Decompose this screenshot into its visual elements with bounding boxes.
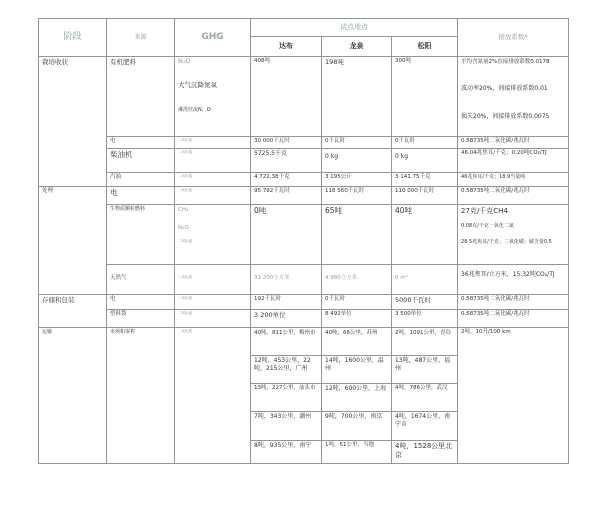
ghg-co2: 二氧化碳 <box>175 295 251 310</box>
factor-n2o: 0.08克/千克一氧化二氮 <box>461 223 514 229</box>
ghg-co2: 二氧化碳 <box>175 137 251 149</box>
value-dabu: 3 200单位 <box>251 310 322 328</box>
route-dabu-5: 8吨，935公里，南宁 <box>251 440 321 450</box>
value-dabu: 192千瓦时 <box>251 295 322 310</box>
value-songyang: 300吨 <box>392 57 458 137</box>
value-songyang: 110 000千瓦时 <box>392 187 458 205</box>
route-longquan-5: 1吨，51公里，当地 <box>322 440 391 449</box>
value-songyang: 40吨 <box>392 205 458 265</box>
factor-co2: 28.5兆焦耳/千克；二氧化碳；碳含量0.5 <box>461 239 552 245</box>
factor-ch4: 27克/千克CH4 <box>461 207 508 215</box>
source-gasoline: 汽油 <box>107 173 175 187</box>
route-songyang-5: 4吨，1528公里北京 <box>392 440 457 460</box>
value-songyang: 3 141.75千克 <box>392 173 458 187</box>
value-dabu: 31 200立方米 <box>251 265 322 295</box>
ghg-co2: 二氧化碳 <box>175 328 251 464</box>
stage-transport: 运输 <box>39 328 107 464</box>
value-dabu: 95 792千瓦时 <box>251 187 322 205</box>
table-row <box>39 137 569 149</box>
header-factor: 排放系数* <box>458 19 569 57</box>
ghg-co2: 二氧化碳 <box>175 265 251 295</box>
stage-processing: 处理 <box>39 187 107 295</box>
route-longquan-2: 14吨，1600公里，温州 <box>322 355 391 382</box>
factor: 46.04兆焦耳/千克；0.20吨CO₂/TJ <box>458 149 569 173</box>
value-longquan: 4 980立方米 <box>322 265 392 295</box>
route-songyang-2: 13吨，487公里，福州 <box>392 355 457 382</box>
source-biomass: 生物质颗粒燃料 <box>107 205 175 265</box>
source-electricity: 电 <box>107 187 175 205</box>
source-fertilizer: 有机肥料 <box>107 57 175 137</box>
value-longquan: 198吨 <box>322 57 392 137</box>
ghg-emission-table <box>38 18 569 464</box>
table-row <box>39 205 569 265</box>
ghg-n2o: N₂O <box>178 225 189 231</box>
ghg-co2: 二氧化碳 <box>175 173 251 187</box>
factor: 46兆焦耳/千克；18.9当量吨 <box>458 173 569 187</box>
value-longquan: 0千瓦时 <box>322 137 392 149</box>
value-dabu: 5725.5千克 <box>251 149 322 173</box>
value-dabu: 408吨 <box>251 57 322 137</box>
header-songyang: 松阳 <box>392 37 458 57</box>
ghg-deposition: 大气沉降氮氧 <box>178 81 217 89</box>
ghg-co2: 二氧化碳 <box>178 239 192 243</box>
header-longquan: 龙泉 <box>322 37 392 57</box>
source-electricity: 电 <box>107 137 175 149</box>
route-dabu-4: 7吨，343公里，潮州 <box>251 411 321 439</box>
header-stage: 阶段 <box>39 19 107 57</box>
factor: 0.58735吨二氧化碳/兆瓦时 <box>458 310 569 328</box>
value-songyang: 0 m³ <box>392 265 458 295</box>
header-row <box>39 19 569 37</box>
table-row <box>39 265 569 295</box>
header-dabu: 达布 <box>251 37 322 57</box>
header-source: 来源 <box>107 19 175 57</box>
source-market: 市场和零售 <box>107 328 175 464</box>
stage-cultivation: 栽培收获 <box>39 57 107 187</box>
route-songyang-4: 4吨，1674公里，南宁市 <box>392 411 457 439</box>
value-longquan: 3 195公斤 <box>322 173 392 187</box>
route-dabu-3: 13吨，227公里，汕头市 <box>251 383 321 410</box>
factor-transport: 2吨，10升/100 km <box>458 328 569 464</box>
value-dabu: 4 722.38千克 <box>251 173 322 187</box>
route-dabu-1: 40吨，811公里，梅州市 <box>254 330 316 336</box>
factor: 0.58735吨二氧化碳/兆瓦时 <box>458 187 569 205</box>
table-row <box>39 57 569 137</box>
source-diesel: 柴油机 <box>107 149 175 173</box>
table-row <box>39 173 569 187</box>
value-longquan: 118 560千瓦时 <box>322 187 392 205</box>
source-gas: 天然气 <box>107 265 175 295</box>
header-ghg: GHG <box>175 19 251 57</box>
table-row <box>39 149 569 173</box>
value-longquan: 0 kg <box>322 149 392 173</box>
ghg-leaching: 淋洗径流N、O <box>178 107 211 113</box>
header-location: 试点地点 <box>251 19 458 37</box>
factor: 36兆焦耳/立方米，15.32吨CO₂/TJ <box>458 265 569 295</box>
ghg-co2: 二氧化碳 <box>175 149 251 173</box>
value-songyang: 3 500单位 <box>392 310 458 328</box>
route-songyang-1: 2吨，1091公里，青岛 <box>395 330 451 336</box>
stage-packaging: 存储和包装 <box>39 295 107 328</box>
value-dabu: 30 000千瓦时 <box>251 137 322 149</box>
value-dabu: 0吨 <box>251 205 322 265</box>
value-longquan: 0千瓦时 <box>322 295 392 310</box>
route-dabu-2: 12吨，453公里，22吨，215公里，广州 <box>251 355 321 382</box>
table-row <box>39 310 569 328</box>
table-row <box>39 295 569 310</box>
value-songyang: 0 kg <box>392 149 458 173</box>
factor-loss: 损失20%，间接排放系数0.0075 <box>461 113 550 120</box>
table-row <box>39 328 569 464</box>
value-longquan: 65吨 <box>322 205 392 265</box>
factor: 0.58735吨二氧化碳/兆瓦时 <box>458 137 569 149</box>
factor: 0.58735吨二氧化碳/兆瓦时 <box>458 295 569 310</box>
factor-direct: 平均含氮量2%直接排放系数0.0178 <box>461 59 550 65</box>
route-longquan-4: 9吨，700公里，南京 <box>322 411 391 439</box>
ghg-co2: 二氧化碳 <box>175 310 251 328</box>
value-songyang: 0千瓦时 <box>392 137 458 149</box>
value-songyang: 5000千瓦时 <box>392 295 458 310</box>
ghg-ch4: CH₄ <box>178 207 189 213</box>
source-electricity: 电 <box>107 295 175 310</box>
route-longquan-3: 12吨，600公里，上海 <box>322 383 391 410</box>
table-row <box>39 187 569 205</box>
ghg-co2: 二氧化碳 <box>175 187 251 205</box>
route-songyang-3: 4吨，786公里，武汉 <box>392 383 457 410</box>
factor-volatilization: 波动率20%，间接排放系数0.01 <box>461 85 548 92</box>
source-plastic: 塑料袋 <box>107 310 175 328</box>
route-longquan-1: 40吨，66公里，苏州 <box>325 330 378 336</box>
value-longquan: 8 492单位 <box>322 310 392 328</box>
ghg-n2o: N₂O <box>178 57 191 65</box>
